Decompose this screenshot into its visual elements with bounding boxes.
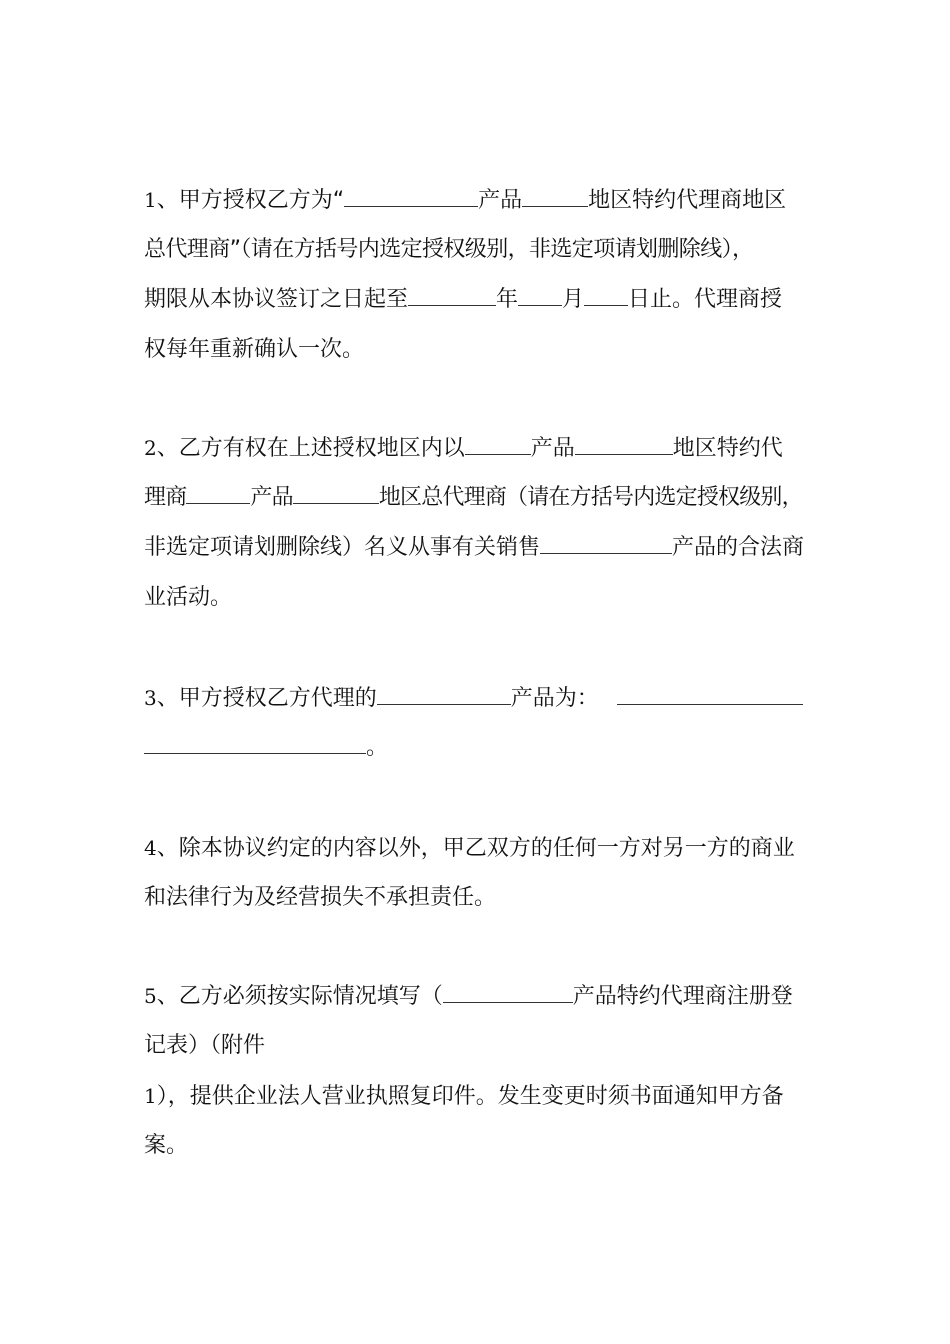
clause-3-line-2 [144, 730, 814, 766]
text-segment: 产品 [478, 188, 523, 213]
clause-4-line-1 [144, 830, 814, 866]
clause-number: 3 [144, 686, 157, 710]
clause-number: 1 [144, 188, 157, 212]
text-segment: 产品特约代理商注册登 [572, 984, 793, 1009]
clause-4-line-2 [144, 880, 814, 916]
text-segment: 非选定项请划删除线）名义从事有关销售 [144, 535, 541, 560]
attachment-number: 1 [144, 1084, 157, 1108]
fill-in-blank[interactable] [186, 481, 250, 504]
text-segment: 总代理商”（请在方括号内选定授权级别，非选定项请划删除线）， [144, 237, 754, 262]
clause-2-line-1 [144, 430, 814, 466]
fill-in-blank[interactable] [408, 283, 496, 306]
clause-number: 5 [144, 984, 157, 1008]
fill-in-blank[interactable] [540, 531, 672, 554]
fill-in-blank[interactable] [617, 682, 803, 705]
fill-in-blank[interactable] [344, 184, 478, 207]
text-segment: 日止。代理商授 [628, 287, 783, 312]
text-segment: 期限从本协议签订之日起至 [144, 287, 409, 312]
fill-in-blank[interactable] [293, 481, 379, 504]
clause-1-line-1 [144, 182, 814, 218]
fill-in-blank[interactable] [575, 432, 673, 455]
text-segment: 产品 [250, 485, 293, 510]
fill-in-blank[interactable] [584, 283, 628, 306]
clause-5-line-3 [144, 1078, 814, 1114]
clause-1-line-2 [144, 232, 814, 268]
clause-number: 4 [144, 836, 157, 860]
text-segment: 权每年重新确认一次。 [144, 337, 365, 362]
text-segment: ），提供企业法人营业执照复印件。发生变更时须书面通知甲方备 [156, 1084, 784, 1109]
clause-2-line-4 [144, 580, 814, 616]
text-segment: 、除本协议约定的内容以外，甲乙双方的任何一方对另一方的商业 [156, 836, 795, 861]
clause-number: 2 [144, 436, 157, 460]
text-segment: 产品 [530, 436, 575, 461]
text-segment: 地区特约代 [672, 436, 783, 461]
text-segment: 产品为： [510, 686, 599, 711]
text-segment: 记表）（附件 [144, 1033, 266, 1058]
text-segment: 、甲方授权乙方代理的 [156, 686, 377, 711]
text-segment: 和法律行为及经营损失不承担责任。 [144, 885, 497, 910]
text-segment: 、甲方授权乙方为“ [156, 188, 345, 213]
text-segment: 业活动。 [144, 585, 233, 610]
text-segment: 、乙方必须按实际情况填写（ [156, 984, 443, 1009]
clause-1-line-3 [144, 282, 814, 318]
text-segment: 月 [562, 287, 585, 312]
clause-2-line-3 [144, 530, 814, 566]
text-segment: 案。 [144, 1133, 189, 1158]
fill-in-blank[interactable] [465, 432, 531, 455]
fill-in-blank[interactable] [377, 682, 511, 705]
text-segment: 产品的合法商 [672, 535, 805, 560]
fill-in-blank[interactable] [518, 283, 562, 306]
clause-1-line-4 [144, 332, 814, 368]
fill-in-blank[interactable] [522, 184, 588, 207]
text-segment: 地区特约代理商地区 [588, 188, 787, 213]
text-segment: 。 [366, 735, 389, 760]
clause-5-line-4 [144, 1128, 814, 1164]
clause-5-line-2 [144, 1028, 814, 1064]
clause-5-line-1 [144, 978, 814, 1014]
text-segment: 地区总代理商（请在方括号内选定授权级别， [378, 485, 803, 510]
text-segment: 年 [496, 287, 519, 312]
clause-2-line-2 [144, 480, 814, 516]
text-segment: 、乙方有权在上述授权地区内以 [156, 436, 465, 461]
clause-3-line-1 [144, 680, 814, 716]
text-segment: 理商 [144, 485, 187, 510]
fill-in-blank[interactable] [443, 980, 573, 1003]
fill-in-blank[interactable] [144, 731, 366, 754]
